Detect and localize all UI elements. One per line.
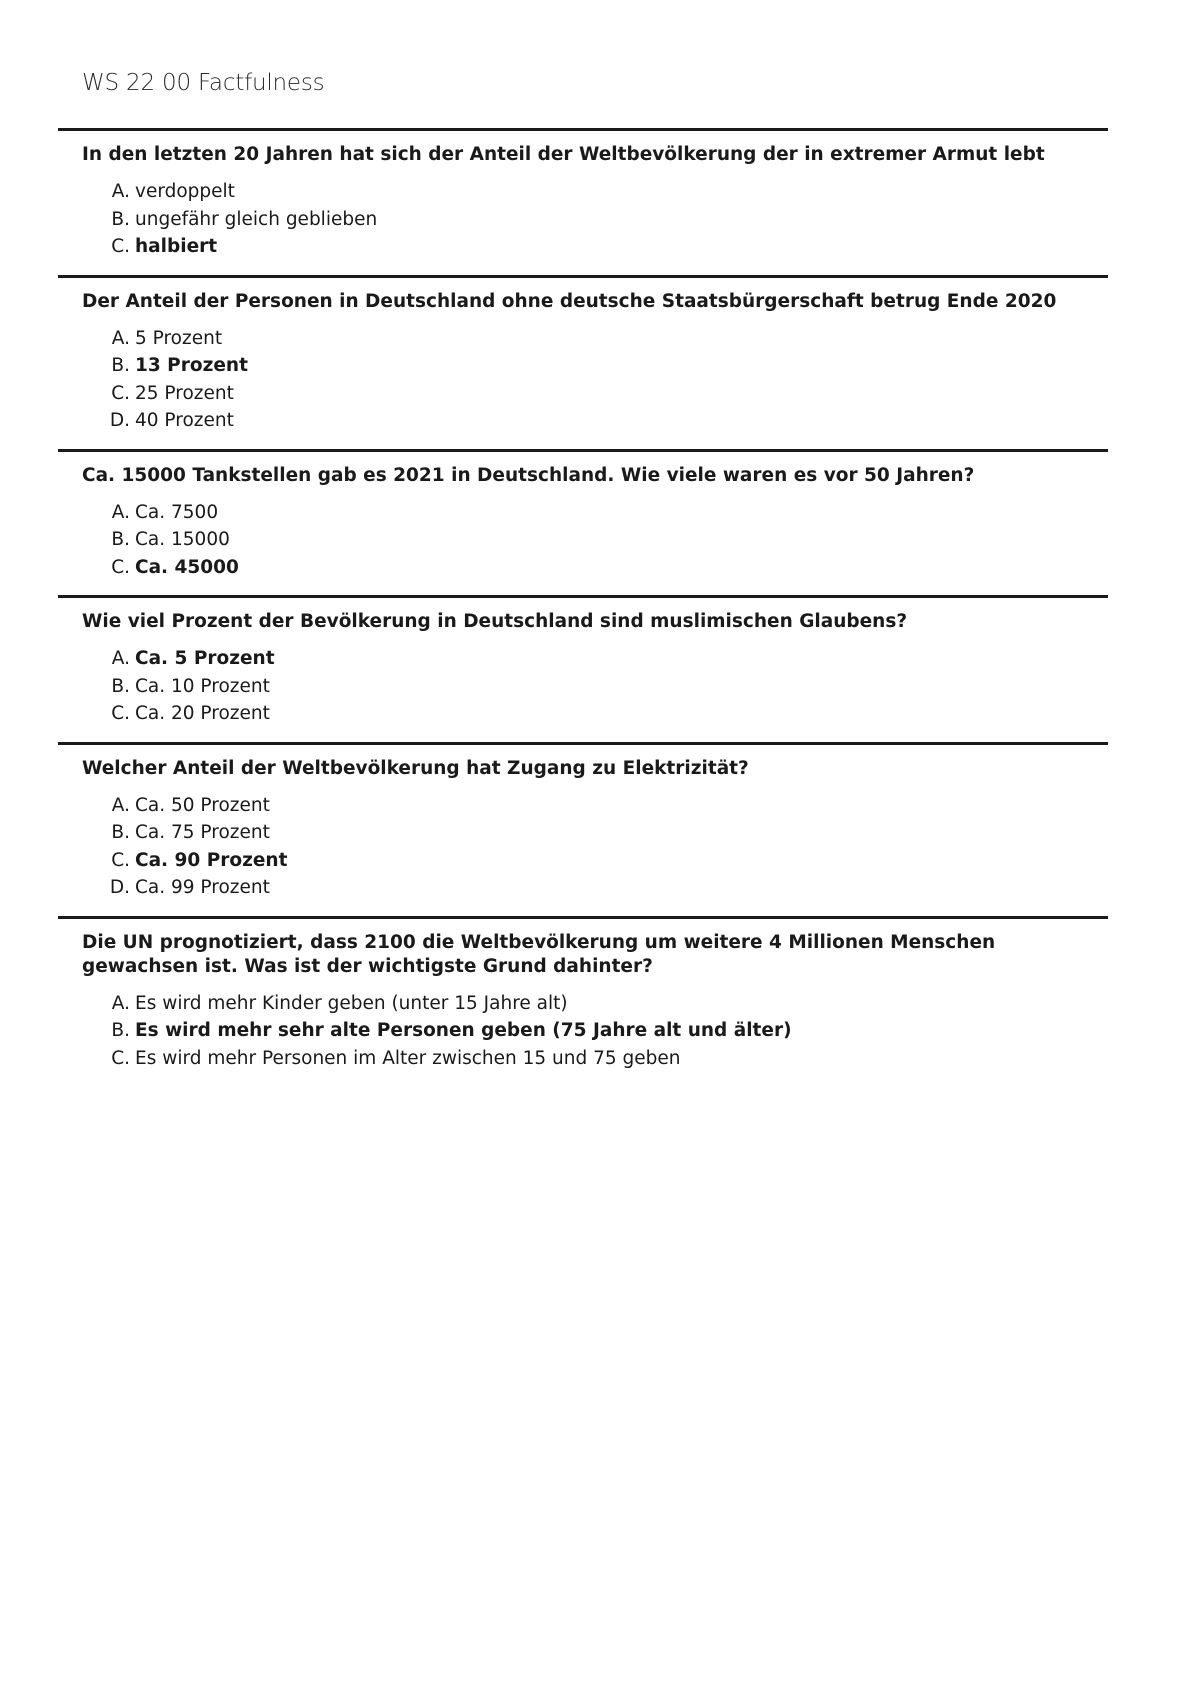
answer-text: 25 Prozent [135,382,234,404]
answer-option [106,700,1108,728]
document-title: WS 22 00 Factfulness [82,70,325,96]
question-block [58,916,1108,1087]
answer-letter: B. [111,208,130,230]
answer-text: Ca. 75 Prozent [135,822,270,843]
answer-list [82,499,1108,582]
answer-letter: B. [111,675,130,697]
answer-letter: A. [111,501,130,523]
answer-option-correct [106,645,1108,673]
answer-option [106,407,1108,435]
answer-option [106,874,1108,902]
answer-text: Ca. 10 Prozent [135,675,270,697]
question-text: Der Anteil der Personen in Deutschland ohne deutsche Staatsbürgerschaft betrug Ende 2020 [82,290,1057,312]
answer-letter: C. [111,236,130,257]
answer-option-correct [106,1017,1108,1045]
answer-text: Ca. 15000 [135,529,230,550]
answer-list [82,990,1108,1073]
answer-letter: D. [109,877,130,898]
answer-text: halbiert [135,236,218,257]
answer-letter: C. [111,1047,130,1069]
answer-option [106,673,1108,701]
answer-letter: C. [111,703,130,724]
answer-letter: A. [111,794,130,816]
answer-text: ungefähr gleich geblieben [135,208,378,230]
answer-text: 5 Prozent [135,327,223,349]
answer-letter: B. [111,355,130,376]
question-text: Die UN prognotiziert, dass 2100 die Weltbevölkerung um weitere 4 Millionen Menschen gewachsen ist. Was ist der wichtigste Grund dahinter? [82,931,996,977]
answer-option-correct [106,352,1108,380]
answer-letter: C. [111,849,130,871]
question-block [58,275,1108,449]
question-block [58,595,1108,742]
answer-option [106,792,1108,820]
answer-option [106,990,1108,1018]
answer-text: Es wird mehr Kinder geben (unter 15 Jahre alt) [135,992,568,1014]
answer-letter: A. [111,327,130,349]
answer-letter: C. [111,382,130,404]
answer-text: Ca. 90 Prozent [135,849,288,871]
answer-letter: C. [111,556,130,578]
answer-option [106,178,1108,206]
answer-list [82,178,1108,261]
answer-option [106,325,1108,353]
answer-text: Es wird mehr Personen im Alter zwischen 15 und 75 geben [135,1047,681,1069]
answer-letter: A. [111,181,130,202]
question-text: Wie viel Prozent der Bevölkerung in Deutschland sind muslimischen Glaubens? [82,611,908,632]
answer-list [82,325,1108,435]
answer-option [106,819,1108,847]
question-text: In den letzten 20 Jahren hat sich der Anteil der Weltbevölkerung der in extremer Armut lebt [82,144,1045,165]
answer-text: Ca. 50 Prozent [135,794,270,816]
answer-letter: D. [109,410,130,431]
answer-letter: B. [111,529,130,550]
answer-option [106,499,1108,527]
answer-option [106,1045,1108,1073]
answer-letter: B. [111,822,130,843]
question-text: Welcher Anteil der Weltbevölkerung hat Zugang zu Elektrizität? [82,757,749,779]
answer-list [82,645,1108,728]
answer-text: 40 Prozent [135,410,234,431]
answer-text: verdoppelt [135,181,235,202]
question-block [58,449,1108,596]
answer-option [106,526,1108,554]
question-text: Ca. 15000 Tankstellen gab es 2021 in Deutschland. Wie viele waren es vor 50 Jahren? [82,464,975,486]
question-block [58,742,1108,916]
answer-option [106,206,1108,234]
answer-text: Ca. 45000 [135,556,239,578]
answer-text: Ca. 99 Prozent [135,877,270,898]
answer-letter: A. [111,648,130,669]
answer-text: 13 Prozent [135,355,248,376]
question-block [58,128,1108,275]
answer-option-correct [106,554,1108,582]
answer-text: Es wird mehr sehr alte Personen geben (75 Jahre alt und älter) [135,1020,792,1041]
answer-option-correct [106,847,1108,875]
answer-letter: A. [111,992,130,1014]
question-list [58,128,1108,1086]
answer-text: Ca. 5 Prozent [135,648,275,669]
answer-text: Ca. 20 Prozent [135,703,270,724]
answer-letter: B. [111,1020,130,1041]
answer-text: Ca. 7500 [135,501,219,523]
answer-option-correct [106,233,1108,261]
answer-option [106,380,1108,408]
answer-list [82,792,1108,902]
